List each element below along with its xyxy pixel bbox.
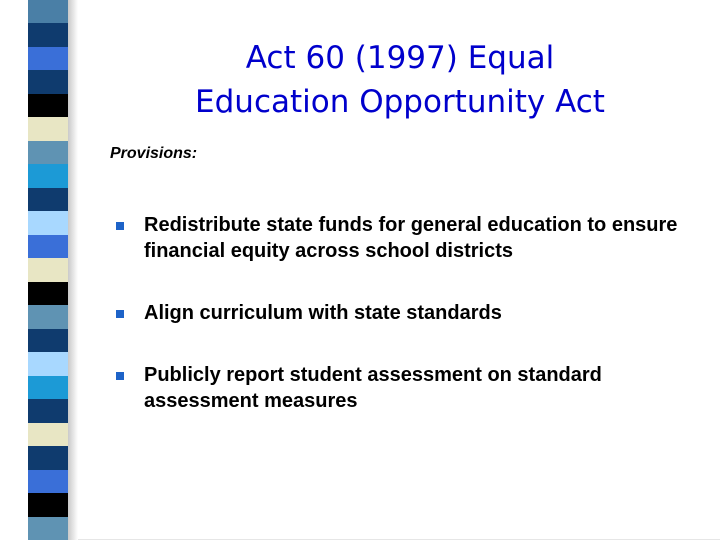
slide-title [140, 36, 660, 124]
stripe-segment [28, 188, 68, 212]
stripe-segment [28, 258, 68, 282]
stripe-segment [28, 399, 68, 423]
list-item [114, 362, 684, 414]
bullet-text: Align curriculum with state standards [144, 302, 502, 324]
title-line-2: Education Opportunity Act [195, 84, 605, 120]
square-bullet-icon [116, 310, 124, 318]
provisions-list [114, 212, 684, 450]
stripe-segment [28, 376, 68, 400]
stripe-segment [28, 211, 68, 235]
square-bullet-icon [116, 222, 124, 230]
stripe-segment [28, 47, 68, 71]
decorative-stripe-border [28, 0, 68, 540]
stripe-segment [28, 329, 68, 353]
bullet-text: Publicly report student assessment on standard assessment measures [144, 364, 602, 412]
stripe-segment [28, 305, 68, 329]
stripe-segment [28, 0, 68, 24]
stripe-segment [28, 164, 68, 188]
stripe-segment [28, 470, 68, 494]
stripe-segment [28, 235, 68, 259]
stripe-segment [28, 141, 68, 165]
stripe-segment [28, 94, 68, 118]
stripe-segment [28, 446, 68, 470]
provisions-subtitle: Provisions: [110, 145, 198, 162]
stripe-segment [28, 117, 68, 141]
stripe-segment [28, 517, 68, 540]
bullet-text: Redistribute state funds for general education to ensure financial equity across school districts [144, 214, 678, 262]
stripe-segment [28, 352, 68, 376]
stripe-segment [28, 493, 68, 517]
stripe-segment [28, 23, 68, 47]
list-item [114, 300, 684, 326]
stripe-shadow [68, 0, 78, 540]
stripe-segment [28, 70, 68, 94]
stripe-segment [28, 282, 68, 306]
stripe-segment [28, 423, 68, 447]
title-line-1: Act 60 (1997) Equal [245, 40, 555, 76]
square-bullet-icon [116, 372, 124, 380]
list-item [114, 212, 684, 264]
